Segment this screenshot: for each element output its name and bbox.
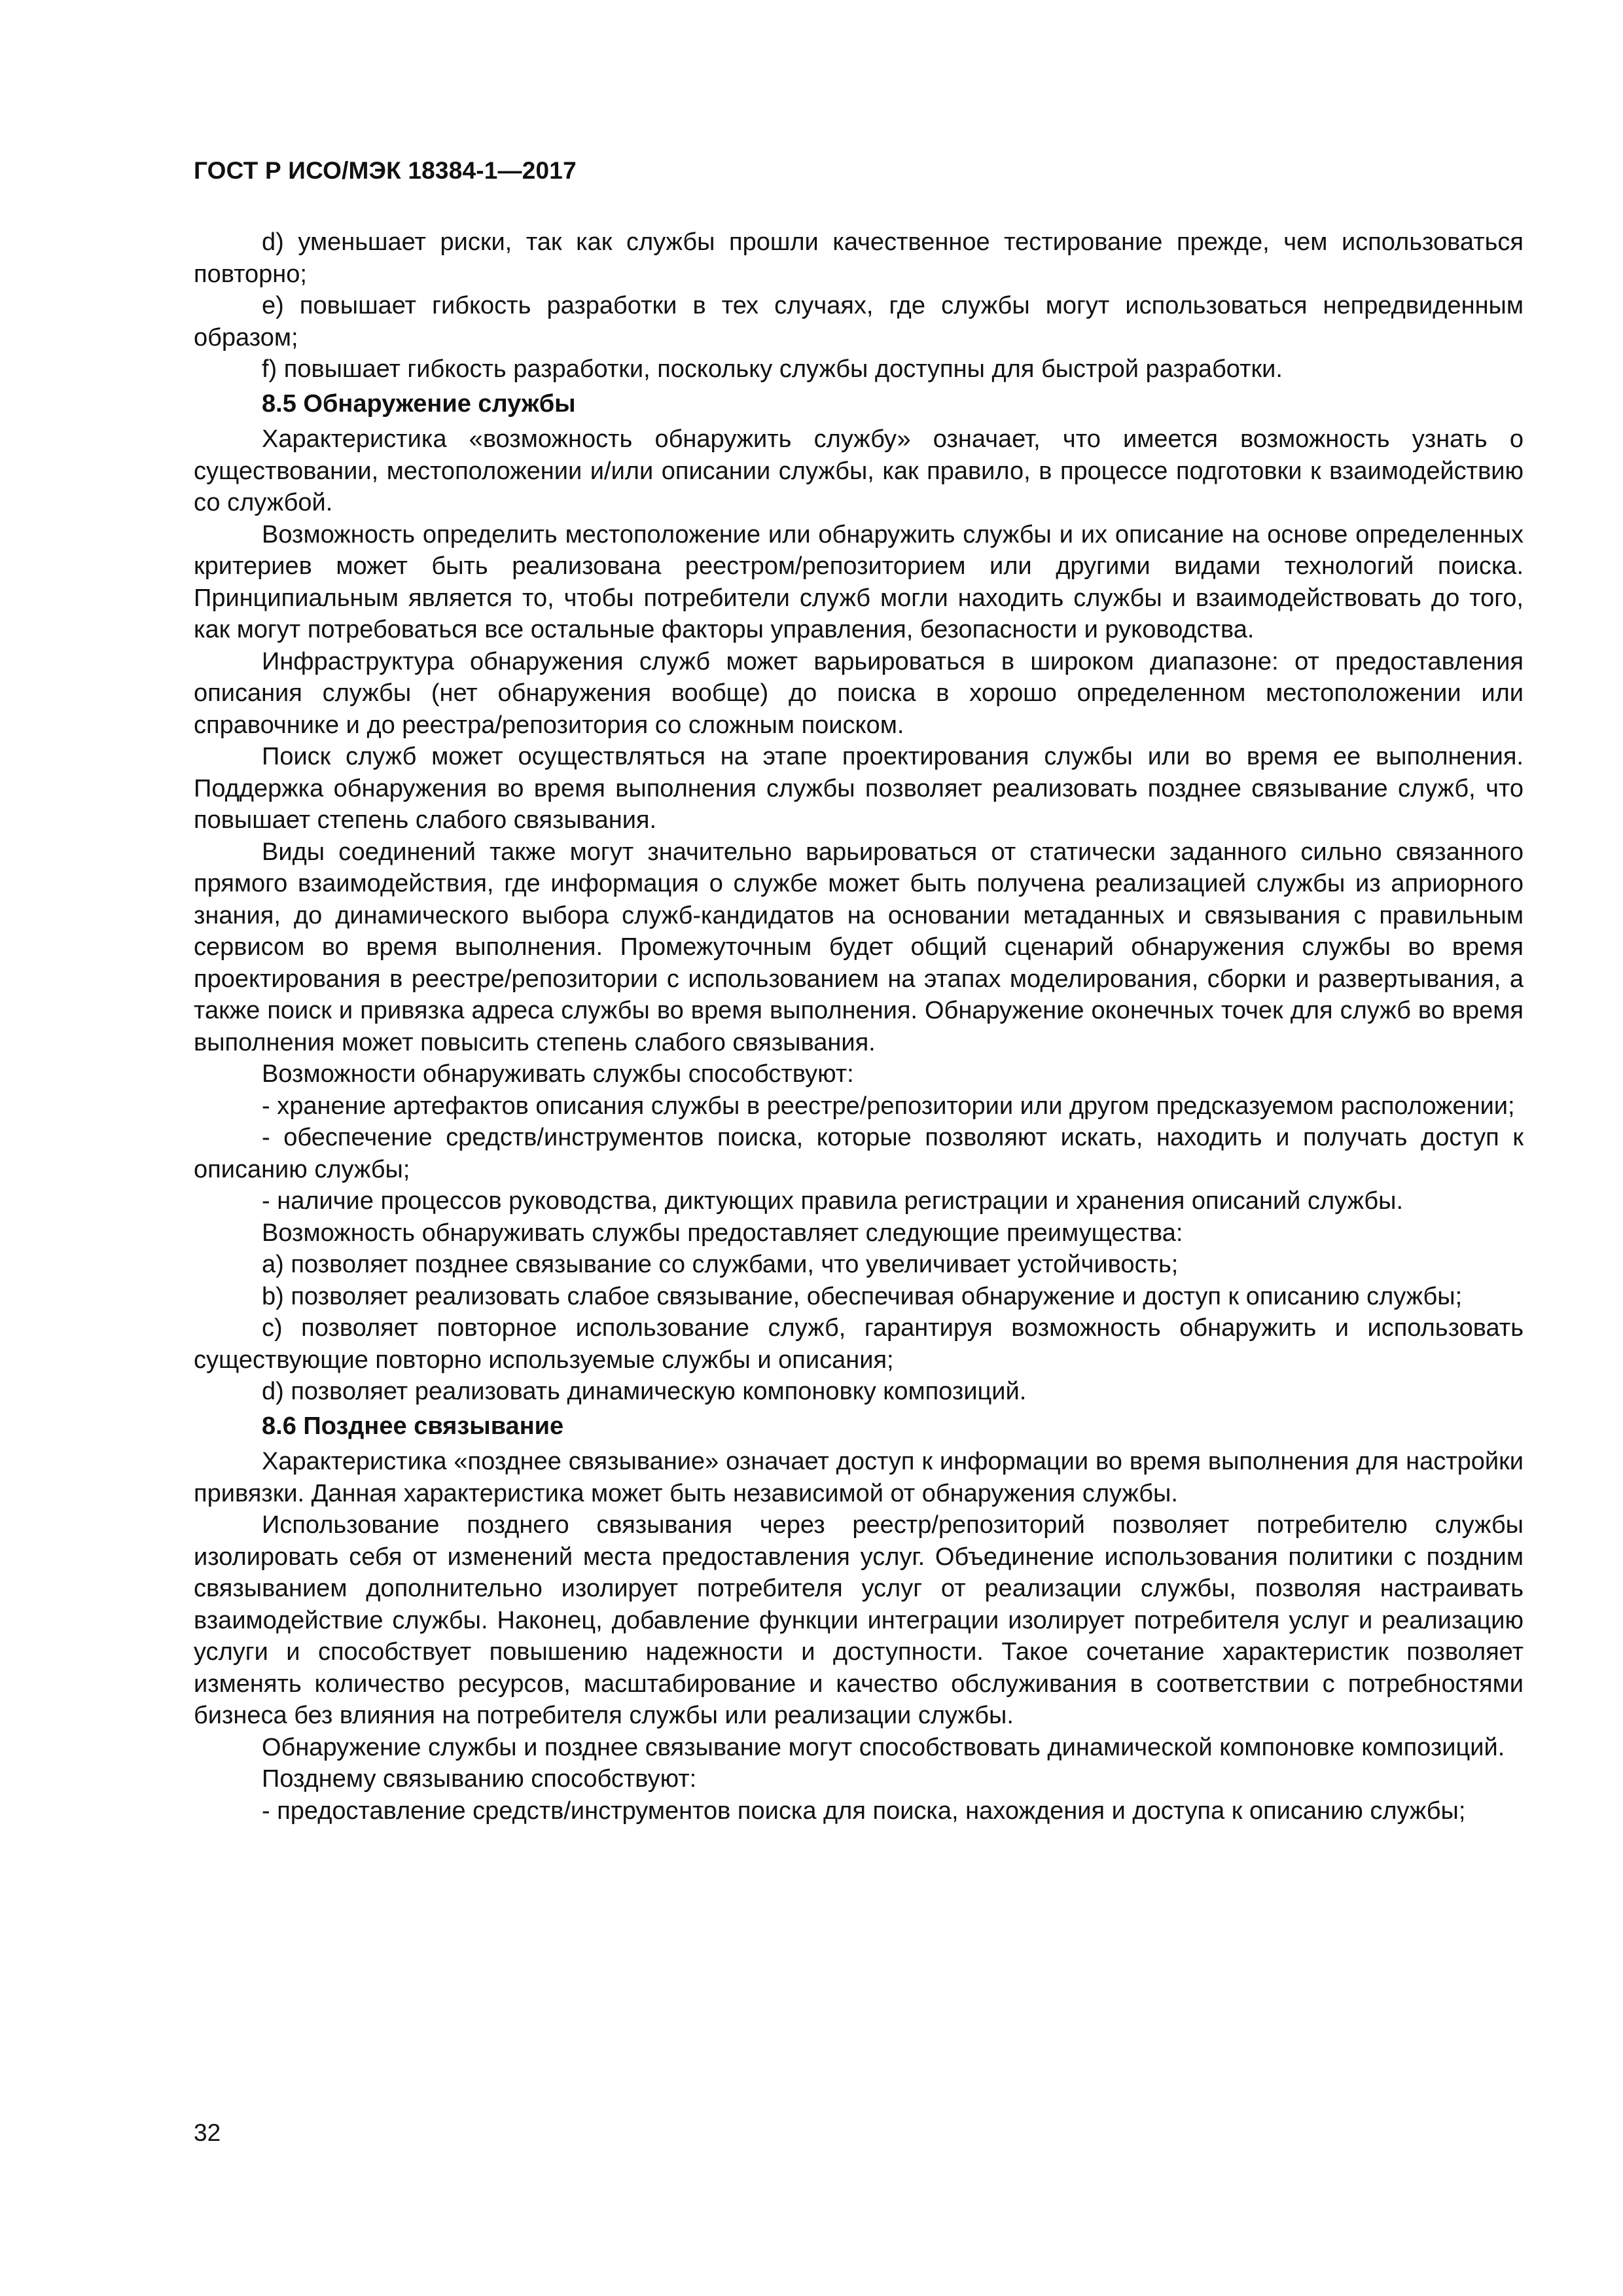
list-item-a: a) позволяет позднее связывание со службами, что увеличивает устойчивость;	[262, 1251, 1179, 1278]
dash-list-item: - наличие процессов руководства, диктующих правила регистрации и хранения описаний службы.	[262, 1187, 1404, 1215]
dash-list-item: - предоставление средств/инструментов поиска для поиска, нахождения и доступа к описанию службы;	[262, 1797, 1466, 1825]
dash-list-item: - обеспечение средств/инструментов поиска, которые позволяют искать, находить и получать доступ к описанию службы;	[194, 1124, 1524, 1183]
section-heading-8-6: 8.6 Позднее связывание	[262, 1412, 564, 1440]
document-body	[194, 226, 1524, 1827]
list-item-e: e) повышает гибкость разработки в тех случаях, где службы могут использоваться непредвиденным образом;	[194, 292, 1524, 351]
document-header: ГОСТ Р ИСО/МЭК 18384-1—2017	[194, 157, 577, 184]
paragraph: Использование позднего связывания через реестр/репозиторий позволяет потребителю службы изолировать себя от изменений места предоставления услуг. Объединение использования политики с поздним связыванием дополнительно изолирует потребителя услуг от реализации службы, позволяя настраивать взаимодействие службы. Наконец, добавление функции интеграции изолирует потребителя услуг и реализацию услуги и способствует повышению надежности и доступности. Такое сочетание характеристик позволяет изменять количество ресурсов, масштабирование и качество обслуживания в соответствии с потребностями бизнеса без влияния на потребителя службы или реализации службы.	[194, 1511, 1524, 1729]
page-number: 32	[194, 2119, 221, 2146]
section-heading-8-5: 8.5 Обнаружение службы	[262, 389, 576, 418]
paragraph: Обнаружение службы и позднее связывание могут способствовать динамической компоновке композиций.	[262, 1733, 1505, 1761]
paragraph: Возможность обнаруживать службы предоставляет следующие преимущества:	[262, 1219, 1183, 1247]
paragraph: Виды соединений также могут значительно варьироваться от статически заданного сильно связанного прямого взаимодействия, где информация о службе может быть получена реализацией службы из априорного знания, до динамического выбора служб-кандидатов на основании метаданных и связывания с правильным сервисом во время выполнения. Промежуточным будет общий сценарий обнаружения службы во время проектирования в реестре/репозитории с использованием на этапах моделирования, сборки и развертывания, а также поиск и привязка адреса службы во время выполнения. Обнаружение оконечных точек для служб во время выполнения может повысить степень слабого связывания.	[194, 838, 1524, 1056]
paragraph: Характеристика «возможность обнаружить службу» означает, что имеется возможность узнать о существовании, местоположении и/или описании службы, как правило, в процессе подготовки к взаимодействию со службой.	[194, 425, 1524, 516]
list-item-c: c) позволяет повторное использование служб, гарантируя возможность обнаружить и использовать существующие повторно используемые службы и описания;	[194, 1314, 1524, 1374]
paragraph: Инфраструктура обнаружения служб может варьироваться в широком диапазоне: от предоставления описания службы (нет обнаружения вообще) до поиска в хорошо определенном местоположении или справочнике и до реестра/репозитория со сложным поиском.	[194, 647, 1524, 739]
list-item-f: f) повышает гибкость разработки, поскольку службы доступны для быстрой разработки.	[262, 355, 1283, 383]
paragraph: Возможность определить местоположение или обнаружить службы и их описание на основе определенных критериев может быть реализована реестром/репозиторием или другими видами технологий поиска. Принципиальным является то, чтобы потребители служб могли находить службы и взаимодействовать до того, как могут потребоваться все остальные факторы управления, безопасности и руководства.	[194, 520, 1524, 643]
list-item-d: d) уменьшает риски, так как службы прошли качественное тестирование прежде, чем использоваться повторно;	[194, 228, 1524, 288]
dash-list-item: - хранение артефактов описания службы в реестре/репозитории или другом предсказуемом расположении;	[262, 1092, 1515, 1120]
paragraph: Возможности обнаруживать службы способствуют:	[262, 1060, 854, 1088]
paragraph: Позднему связыванию способствуют:	[262, 1765, 697, 1793]
list-item-b: b) позволяет реализовать слабое связывание, обеспечивая обнаружение и доступ к описанию службы;	[262, 1282, 1463, 1310]
paragraph: Характеристика «позднее связывание» означает доступ к информации во время выполнения для настройки привязки. Данная характеристика может быть независимой от обнаружения службы.	[194, 1448, 1524, 1507]
document-page	[194, 0, 1524, 2296]
list-item-d: d) позволяет реализовать динамическую компоновку композиций.	[262, 1378, 1027, 1405]
paragraph: Поиск служб может осуществляться на этапе проектирования службы или во время ее выполнения. Поддержка обнаружения во время выполнения службы позволяет реализовать позднее связывание служб, что повышает степень слабого связывания.	[194, 743, 1524, 834]
